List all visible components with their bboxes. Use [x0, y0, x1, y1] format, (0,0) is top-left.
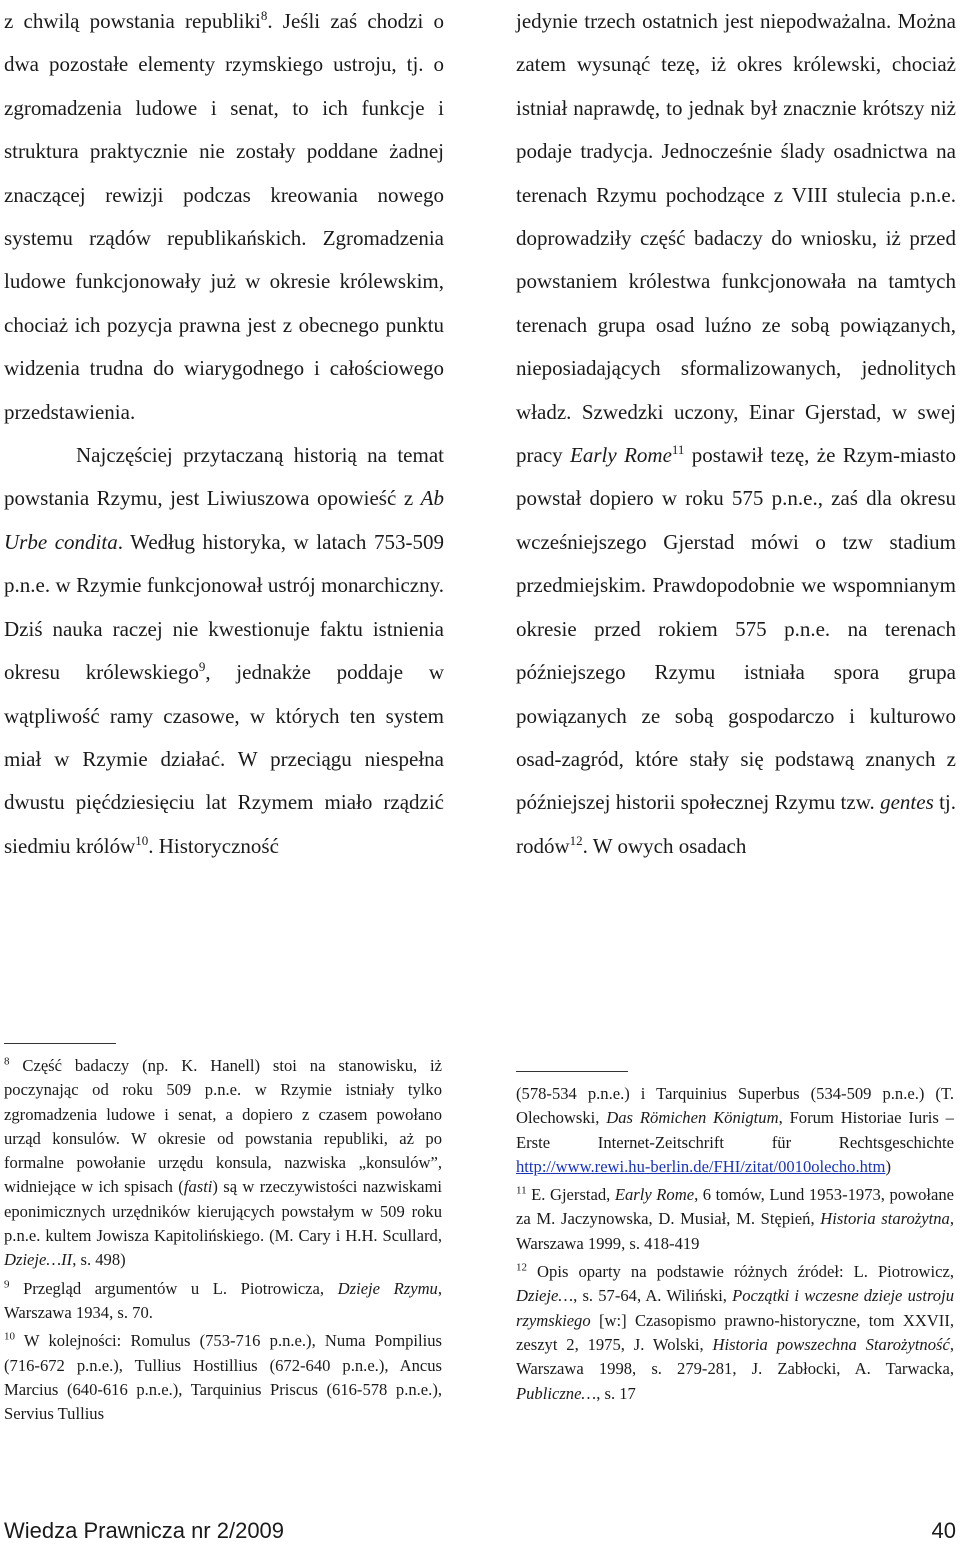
italic-title: Early Rome	[570, 443, 672, 468]
italic-title: Dzieje Rzymu	[337, 1278, 438, 1298]
footnote-number: 10	[4, 1330, 15, 1343]
footnote-ref-10[interactable]: 10	[135, 832, 149, 848]
left-column	[4, 0, 444, 868]
footnote-8	[4, 1054, 442, 1273]
italic-title: Dzieje…II	[4, 1250, 73, 1270]
text-run: Opis oparty na podstawie różnych źródeł: L. Piotrowicz,	[527, 1262, 954, 1282]
footnote-ref-9[interactable]: 9	[198, 659, 206, 675]
text-run: , s. 498)	[72, 1250, 126, 1270]
footnote-number: 12	[516, 1261, 527, 1274]
text-run: [w:] Czasopismo prawno-historyczne, tom XXVII, zeszyt 2, 1975, J. Wolski,	[516, 1310, 954, 1354]
right-column	[516, 0, 956, 868]
footnote-number: 11	[516, 1184, 527, 1197]
footnote-9	[4, 1277, 442, 1326]
footnote-10	[4, 1329, 442, 1426]
footnote-10-continued	[516, 1082, 954, 1179]
text-run: , Warszawa 1998, s. 279-281, J. Zabłocki, A. Tarwacka,	[516, 1334, 955, 1379]
text-run: , Warszawa 1999, s. 418-419	[516, 1209, 954, 1253]
italic-title: Dzieje…	[516, 1286, 574, 1306]
footnote-11	[516, 1183, 954, 1256]
italic-term: gentes	[880, 790, 934, 815]
italic-title: Początki i wczesne dzieje ustroju rzymskiego	[516, 1286, 954, 1330]
text-run: , jednakże poddaje w wątpliwość ramy czasowe, w których ten system miał w Rzymie działać. W przeciągu niespełna dwustu pięćdziesięciu lat Rzymem miało rządzić siedmiu królów	[4, 660, 444, 858]
text-run: Przegląd argumentów u L. Piotrowicza,	[9, 1278, 338, 1298]
italic-title: Historia starożytna	[820, 1209, 950, 1229]
page-footer	[4, 1518, 956, 1544]
page-number: 40	[931, 1518, 956, 1543]
text-run: , s. 17	[596, 1383, 636, 1403]
italic-title: Early Rome	[614, 1185, 695, 1205]
journal-title: Wiedza Prawnicza nr 2/2009	[4, 1518, 285, 1543]
text-run: E. Gjerstad,	[526, 1185, 615, 1205]
text-run: z chwilą powstania republiki	[4, 9, 261, 33]
text-run: Część badaczy (np. K. Hanell) stoi na stanowisku, iż poczynając od roku 509 p.n.e. w Rzymie istniały tylko zgromadzenia ludowe i senat, a dopiero z czasem powołano urząd konsulów. W okresie od powstania republiki, aż po formalne powołanie urzędu konsula, nazwiska „konsulów”, widniejące w ich spisach (	[4, 1056, 442, 1197]
left-paragraph-1	[4, 0, 444, 434]
footnote-url-link[interactable]: http://www.rewi.hu-berlin.de/FHI/zitat/0010olecho.htm	[516, 1156, 886, 1176]
text-run: Najczęściej przytaczaną historią na temat powstania Rzymu, jest Liwiuszowa opowieść z	[4, 443, 444, 511]
text-run: . Historyczność	[148, 833, 279, 858]
footnote-ref-11[interactable]: 11	[671, 442, 685, 458]
text-run: )	[885, 1156, 891, 1176]
text-run: , 6 tomów, Lund 1953-1973, powołane za M. Jaczynowska, D. Musiał, M. Stępień,	[516, 1185, 954, 1229]
text-run: . Według historyka, w latach 753-509 p.n.e. w Rzymie funkcjonował ustrój monarchiczny. Dziś nauka raczej nie kwestionuje faktu istnienia okresu królewskiego	[4, 529, 444, 685]
footnote-separator-right	[516, 1071, 628, 1072]
footnote-ref-12[interactable]: 12	[569, 832, 583, 848]
text-run: tj. rodów	[516, 790, 956, 858]
italic-title: Ab Urbe condita	[4, 486, 444, 554]
text-run: jedynie trzech ostatnich jest niepodważalna. Można zatem wysunąć tezę, iż okres królewski, chociaż istniał naprawdę, to jednak był znacznie krótszy niż podaje tradycja. Jednocześnie ślady osadnictwa na terenach Rzymu pochodzące z VIII stulecia p.n.e. doprowadziły część badaczy do wniosku, iż przed powstaniem królestwa funkcjonowała na tamtych terenach grupa osad luźno ze sobą powiązanych, nieposiadających sformalizowanych, jednolitych władz. Szwedzki uczony, Einar Gjerstad, w swej pracy	[516, 9, 956, 468]
text-run: W kolejności: Romulus (753-716 p.n.e.), Numa Pompilius (716-672 p.n.e.), Tullius Hostillius (672-640 p.n.e.), Ancus Marcius (640-616 p.n.e.), Tarquinius Priscus (616-578 p.n.e.), Servius Tullius	[4, 1331, 442, 1424]
footnotes-left	[4, 1054, 442, 1426]
text-run: . W owych osadach	[582, 833, 747, 858]
text-run: (578-534 p.n.e.) i Tarquinius Superbus (534-509 p.n.e.) (T. Olechowski,	[516, 1084, 954, 1128]
footnote-number: 8	[4, 1055, 10, 1068]
text-run: , Warszawa 1934, s. 70.	[4, 1278, 443, 1322]
left-paragraph-2	[4, 434, 444, 868]
footnote-12	[516, 1260, 954, 1406]
footnote-separator-left	[4, 1043, 116, 1044]
italic-title: Publiczne…	[516, 1383, 597, 1403]
footnote-number: 9	[4, 1278, 10, 1291]
text-run: . Jeśli zaś chodzi o dwa pozostałe elementy rzymskiego ustroju, tj. o zgromadzenia ludowe i senat, to ich funkcje i struktura praktycznie nie zostały poddane żadnej znaczącej rewizji podczas kreowania nowego systemu rządów republikańskich. Zgromadzenia ludowe funkcjonowały już w okresie królewskim, chociaż ich pozycja prawna jest z obecnego punktu widzenia trudna do wiarygodnego i całościowego przedstawienia.	[4, 9, 445, 424]
italic-title: Das Römichen Königtum	[606, 1108, 779, 1128]
right-paragraph-1	[516, 0, 956, 868]
text-run: ) są w rzeczywistości nazwiskami eponimicznych urzędników kierujących powstałym w 509 roku p.n.e. kultem Jowisza Kapitolińskiego. (M. Cary i H.H. Scullard,	[4, 1177, 443, 1246]
text-run: postawił tezę, że Rzym-miasto powstał dopiero w roku 575 p.n.e., zaś dla okresu wcześniejszego Gjerstad mówi o tzw stadium przedmiejskim. Prawdopodobnie we wspomnianym okresie przed rokiem 575 p.n.e. na terenach późniejszego Rzymu istniała spora grupa powiązanych ze sobą gospodarczo i kulturowo osad-zagród, które stały się podstawą znanych z późniejszej historii społecznej Rzymu tzw.	[516, 443, 956, 815]
footnote-ref-8[interactable]: 8	[260, 8, 268, 23]
text-run: , s. 57-64, A. Wiliński,	[573, 1286, 733, 1306]
footnotes-right	[516, 1082, 954, 1406]
italic-term: fasti	[183, 1177, 213, 1197]
italic-title: Historia powszechna Starożytność	[712, 1334, 950, 1354]
text-run: , Forum Historiae Iuris – Erste Internet-Zeitschrift für Rechtsgeschichte	[516, 1108, 954, 1152]
